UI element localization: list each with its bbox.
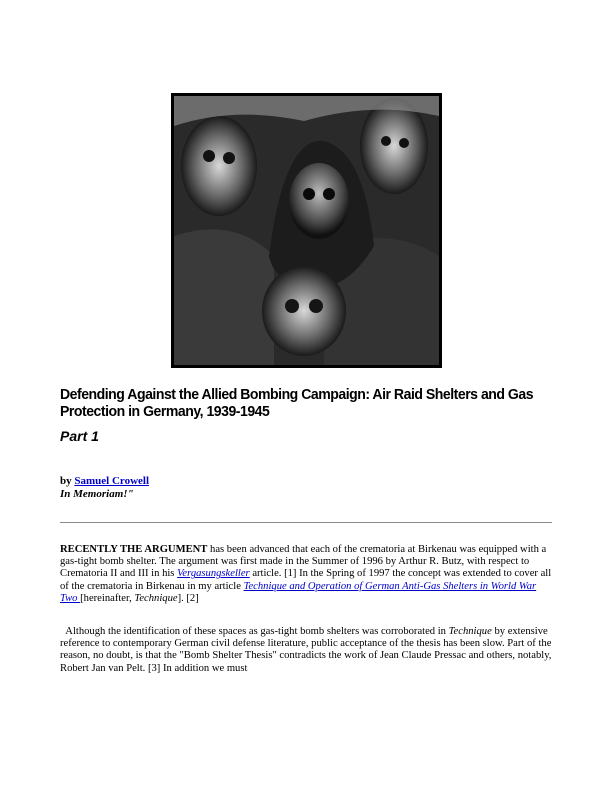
text: Although the identification of these spaces as gas-tight bomb shelters was corroborated in	[65, 626, 449, 637]
paragraph-1	[60, 544, 556, 605]
text: article. [1] In the Spring of 1997 the concept was extended to cover all of the crematoria in Birkenau in my article	[60, 568, 552, 592]
text: has been advanced that each of the crematoria at Birkenau was equipped with a gas-tight bomb shelter. The argument was first made in the Summer of 1996 by Arthur R. Butz, with respect to Crematoria II and III in his	[60, 544, 547, 580]
author-link[interactable]: Samuel Crowell	[74, 475, 150, 487]
text: by extensive reference to contemporary German civil defense literature, public acceptance of the thesis has been slow. Part of the reason, no doubt, is that the "Bomb Shelter Thesis" contradicts the work of Jean Claude Pressac and others, notably, Robert Jan van Pelt. [3] In addition we must	[60, 626, 552, 674]
memoriam-text: In Memoriam!"	[60, 488, 134, 500]
link-technique[interactable]: Technique and Operation of German Anti-Gas Shelters in World War Two	[60, 580, 537, 604]
link-vergasungskeller[interactable]: Vergasungskeller	[177, 568, 250, 580]
byline	[60, 475, 149, 501]
text: ]. [2]	[177, 592, 199, 604]
italic-text: Technique	[134, 592, 178, 604]
photo-image	[174, 96, 439, 365]
lead-in: RECENTLY THE ARGUMENT	[60, 544, 208, 555]
text: [hereinafter,	[80, 592, 135, 604]
divider	[60, 522, 552, 523]
article-part: Part 1	[60, 428, 99, 444]
paragraph-2	[60, 626, 556, 675]
article-photo	[171, 93, 442, 368]
italic-text: Technique	[448, 626, 492, 637]
article-title: Defending Against the Allied Bombing Campaign: Air Raid Shelters and Gas Protection in Germany, 1939-1945	[60, 387, 534, 420]
by-prefix: by	[60, 475, 75, 487]
